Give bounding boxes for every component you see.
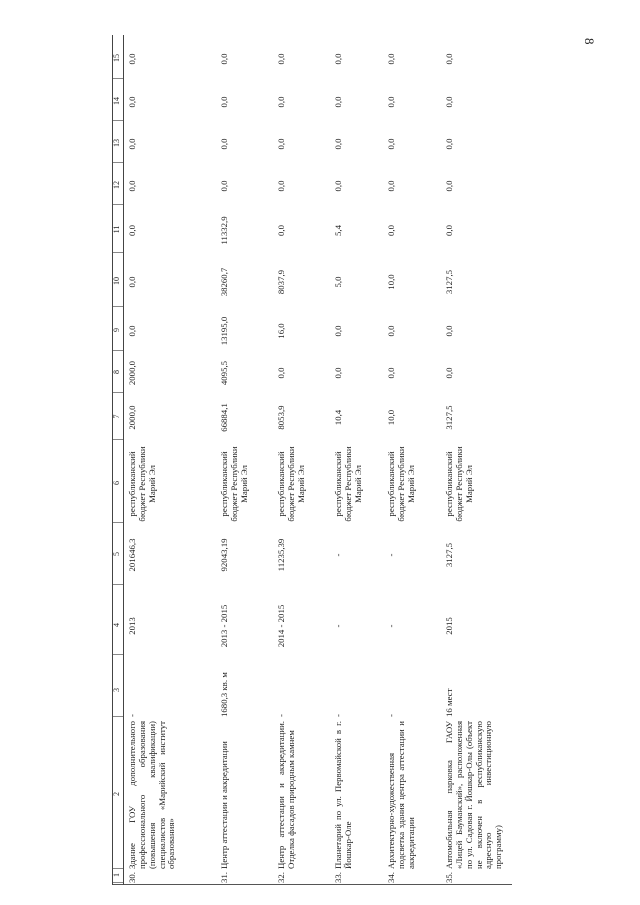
funding-source: республиканский бюджет Республики Марий Эл [444, 446, 474, 522]
value-9: 16,0 [276, 323, 286, 339]
value-8: 0,0 [276, 367, 286, 379]
period: 2014 - 2015 [276, 604, 286, 648]
rotated-table [112, 35, 512, 885]
capacity: 16 мест [444, 688, 454, 717]
value-10: 5,0 [333, 276, 343, 288]
value-15: 0,0 [386, 53, 396, 65]
cost: - [333, 553, 343, 557]
value-14: 0,0 [127, 96, 137, 108]
value-10: 0,0 [127, 276, 137, 288]
value-14: 0,0 [219, 96, 229, 108]
row-number: 30. [127, 872, 137, 883]
value-13: 0,0 [444, 138, 454, 150]
funding-source: республиканский бюджет Республики Марий Эл [386, 446, 416, 522]
capacity: 1680,3 кв. м [219, 672, 229, 717]
column-number-header [112, 35, 124, 885]
value-7: 10,0 [386, 409, 396, 426]
value-9: 0,0 [444, 325, 454, 337]
row-number: 33. [333, 872, 343, 883]
value-12: 0,0 [333, 180, 343, 192]
value-7: 66884,1 [219, 403, 229, 432]
header-col-13: 13 [113, 124, 123, 163]
funding-source: республиканский бюджет Республики Марий Эл [127, 446, 157, 522]
value-9: 0,0 [386, 325, 396, 337]
header-col-14: 14 [113, 82, 123, 121]
value-10: 10,0 [386, 274, 396, 290]
value-8: 0,0 [333, 367, 343, 379]
object-name: Центр аттестации и аккредитации [219, 741, 229, 869]
funding-source: республиканский бюджет Республики Марий Эл [276, 446, 306, 522]
value-12: 0,0 [444, 180, 454, 192]
value-13: 0,0 [219, 138, 229, 150]
value-15: 0,0 [219, 53, 229, 65]
header-col-10: 10 [113, 256, 123, 307]
capacity: - [127, 714, 137, 717]
value-13: 0,0 [386, 138, 396, 150]
row-number: 35. [444, 872, 454, 883]
value-7: 2000,0 [127, 405, 137, 430]
value-11: 5,4 [333, 225, 343, 236]
object-name: Центр аттестации и аккредитации. Отделка фасадов природным камнем [276, 721, 296, 869]
value-11: 0,0 [386, 225, 396, 236]
value-15: 0,0 [127, 53, 137, 65]
header-col-3: 3 [113, 664, 123, 717]
value-10: 8037,9 [276, 269, 286, 295]
value-13: 0,0 [127, 138, 137, 150]
funding-source: республиканский бюджет Республики Марий Эл [219, 446, 249, 522]
header-col-7: 7 [113, 394, 123, 440]
header-col-9: 9 [113, 310, 123, 351]
value-15: 0,0 [276, 53, 286, 65]
value-10: 38260,7 [219, 267, 229, 297]
value-14: 0,0 [444, 96, 454, 108]
header-col-1: 1 [113, 868, 123, 883]
value-13: 0,0 [333, 138, 343, 150]
header-col-8: 8 [113, 352, 123, 393]
value-7: 8053,9 [276, 405, 286, 430]
value-8: 4095,5 [219, 360, 229, 386]
value-8: 2000,0 [127, 360, 137, 386]
header-col-5: 5 [113, 524, 123, 585]
cost: 11235,39 [276, 538, 286, 572]
period: - [333, 624, 343, 628]
cost: 92043,19 [219, 538, 229, 572]
value-11: 0,0 [276, 225, 286, 236]
value-12: 0,0 [127, 180, 137, 192]
value-12: 0,0 [386, 180, 396, 192]
table-left-border [112, 884, 512, 885]
header-col-6: 6 [113, 444, 123, 523]
value-15: 0,0 [444, 53, 454, 65]
page-number: 8 [582, 38, 597, 45]
row-number: 34. [386, 872, 396, 883]
value-14: 0,0 [386, 96, 396, 108]
object-name: Планетарий по ул. Первомайской в г. Йошкар-Оле [333, 721, 353, 869]
value-11: 0,0 [444, 225, 454, 236]
header-col-11: 11 [113, 207, 123, 253]
period: 2013 - 2015 [219, 604, 229, 648]
value-11: 0,0 [127, 225, 137, 236]
value-7: 3127,5 [444, 405, 454, 430]
value-14: 0,0 [333, 96, 343, 108]
header-col-2: 2 [113, 720, 123, 869]
period: - [386, 624, 396, 628]
value-15: 0,0 [333, 53, 343, 65]
value-8: 0,0 [444, 367, 454, 379]
object-name: Здание ГОУ дополнительного профессионального образования (повышения квалификации) специалистов «Марийский институт образования» [127, 721, 177, 869]
value-12: 0,0 [219, 180, 229, 192]
value-13: 0,0 [276, 138, 286, 150]
header-col-4: 4 [113, 596, 123, 655]
value-10: 3127,5 [444, 269, 454, 295]
capacity: - [333, 714, 343, 717]
cost: 201646,3 [127, 538, 137, 572]
header-col-15: 15 [113, 38, 123, 79]
capacity: - [276, 714, 286, 717]
value-9: 0,0 [127, 325, 137, 337]
value-9: 0,0 [333, 325, 343, 337]
period: 2013 [127, 617, 137, 635]
row-number: 32. [276, 872, 286, 883]
value-7: 10,4 [333, 409, 343, 426]
value-9: 13195,0 [219, 316, 229, 346]
funding-source: республиканский бюджет Республики Марий Эл [333, 446, 363, 522]
object-name: Архитектурно-художественная подсветка здания центра аттестации и аккредитации [386, 721, 416, 869]
value-14: 0,0 [276, 96, 286, 108]
value-8: 0,0 [386, 367, 396, 379]
cost: 3127,5 [444, 542, 454, 568]
period: 2015 [444, 617, 454, 635]
cost: - [386, 553, 396, 557]
value-12: 0,0 [276, 180, 286, 192]
row-number: 31. [219, 872, 229, 883]
object-name: Автомобильная парковка ГАОУ «Лицей Бауманский», расположенная по ул. Садовая г. Йошкар-Олы (объект не включен в республиканскую адресную инвестиционную программу) [444, 721, 504, 869]
header-col-12: 12 [113, 166, 123, 205]
capacity: - [386, 714, 396, 717]
value-11: 11332,9 [219, 216, 229, 245]
